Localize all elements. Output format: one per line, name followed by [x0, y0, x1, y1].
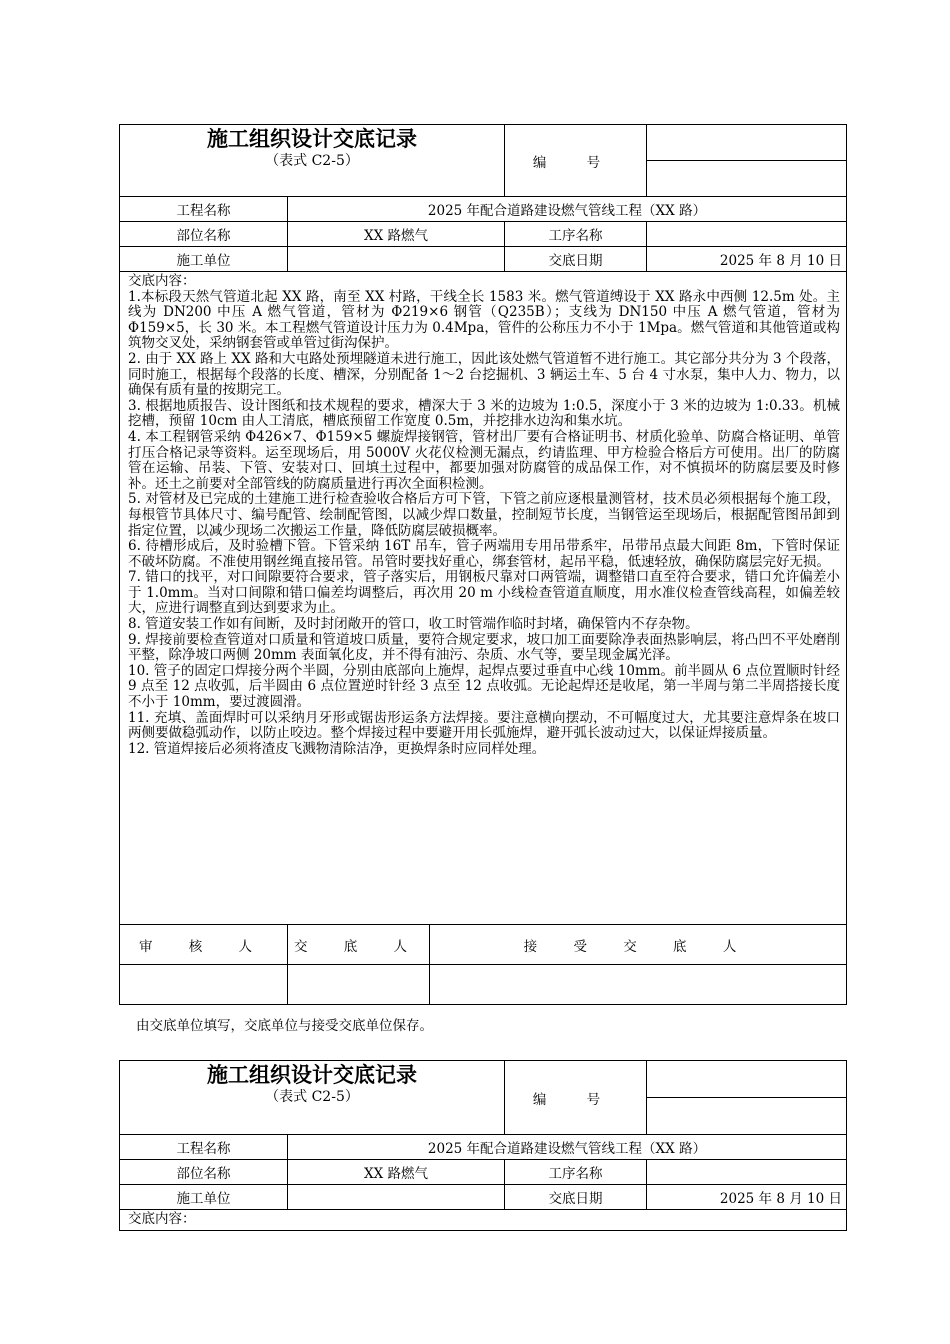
discloser-label: 交 底 人 — [288, 925, 430, 965]
content-item: 9. 焊接前要检查管道对口质量和管道坡口质量，要符合规定要求，坡口加工面要除净表面热影响层，将凸凹不平处磨削平整，除净坡口两侧 20mm 表面氧化皮，并不得有油污、杂质、水气等，要呈现金属光泽。 — [128, 631, 840, 664]
number-field-1[interactable] — [647, 125, 847, 161]
form-subtitle: （表式 C2-5） — [265, 153, 359, 169]
disclosure-date-value[interactable]: 2025 年 8 月 10 日 — [647, 1185, 847, 1210]
footnote: 由交底单位填写，交底单位与接受交底单位保存。 — [136, 1018, 433, 1034]
construction-unit-value[interactable] — [288, 247, 505, 272]
disclosure-date-value[interactable]: 2025 年 8 月 10 日 — [647, 247, 847, 272]
disclosure-content[interactable] — [120, 1210, 847, 1231]
number-field-2[interactable] — [647, 161, 847, 197]
content-item: 2. 由于 XX 路上 XX 路和大屯路处预埋隧道未进行施工，因此该处燃气管道暂不进行施工。其它部分共分为 3 个段落，同时施工，根据每个段落的长度、槽深，分别配备 1～2 台挖掘机、3 辆运土车、5 台 4 寸水泵，集中人力、物力，以确保有质有量的按期完工。 — [128, 350, 840, 399]
content-item: 6. 待槽形成后，及时验槽下管。下管采纳 16T 吊车，管子两端用专用吊带系牢，吊带吊点最大间距 8m，下管时保证不破坏防腐。不准使用钢丝绳直接吊管。吊管时要找好重心，绑套管材，起吊平稳，低速轻放，确保防腐层完好无损。 — [128, 538, 840, 570]
disclosure-content[interactable] — [120, 272, 847, 925]
part-name-value[interactable]: XX 路燃气 — [288, 1160, 505, 1185]
process-name-value[interactable] — [647, 1160, 847, 1185]
disclosure-form-2 — [119, 1060, 847, 1231]
number-field-2[interactable] — [647, 1098, 847, 1135]
content-item: 8. 管道安装工作如有间断，及时封闭敞开的管口，收工时管端作临时封堵，确保管内不存杂物。 — [128, 616, 699, 633]
form-title: 施工组织设计交底记录 — [207, 126, 417, 151]
number-label: 编 号 — [505, 125, 647, 197]
content-item: 3. 根据地质报告、设计图纸和技术规程的要求，槽深大于 3 米的边坡为 1:0.5，深度小于 3 米的边坡为 1:0.33。机械挖槽，预留 10cm 由人工清底，槽底预留工作宽度 0.5m，并挖排水边沟和集水坑。 — [128, 397, 840, 430]
content-item: 12. 管道焊接后必须将渣皮飞溅物清除洁净，更换焊条时应同样处理。 — [128, 740, 546, 757]
content-item: 7. 错口的找平，对口间隙要符合要求，管子落实后，用钢板尺靠对口两管端，调整错口直至符合要求，错口允许偏差小于 1.0mm。当对口间隙和错口偏差均调整后，再次用 20 m 小线检查管道直顺度，用水准仪检查管线高程，如偏差较大，应进行调整直到达到要求为止。 — [128, 569, 840, 617]
content-item: 5. 对管材及已完成的土建施工进行检查验收合格后方可下管，下管之前应逐根量测管材，技术员必须根据每个施工段，每根管节具体尺寸、编号配管、绘制配管图，以减少焊口数量，控制短节长度，当钢管运至现场后，根据配管图吊卸到指定位置，以减少现场二次搬运工作量，降低防腐层破损概率。 — [128, 491, 840, 539]
content-item: 4. 本工程钢管采纳 Φ426×7、Φ159×5 螺旋焊接钢管，管材出厂要有合格证明书、材质化验单、防腐合格证明、单管打压合格记录等资料。运至现场后，用 5000V 火花仪检测无漏点，约请监理、甲方检验合格后方可使用。出厂的防腐管在运输、吊装、下管、安装对口、回填土过程中，都要加强对防腐管的成品保工作，对不慎损坏的防腐层要及时修补。还土之前要对全部管线的防腐质量进行再次全面积检测。 — [128, 428, 840, 492]
disclosure-form-1 — [119, 124, 847, 1005]
form-title-cell — [120, 1061, 505, 1135]
part-name-label: 部位名称 — [120, 1160, 288, 1185]
number-field-1[interactable] — [647, 1061, 847, 1098]
construction-unit-value[interactable] — [288, 1185, 505, 1210]
content-label: 交底内容： — [128, 1211, 196, 1227]
project-name-label: 工程名称 — [120, 197, 288, 222]
receiver-label: 接 受 交 底 人 — [430, 925, 847, 965]
project-name-label: 工程名称 — [120, 1135, 288, 1160]
construction-unit-label: 施工单位 — [120, 1185, 288, 1210]
construction-unit-label: 施工单位 — [120, 247, 288, 272]
reviewer-signature[interactable] — [120, 965, 288, 1005]
process-name-label: 工序名称 — [505, 1160, 647, 1185]
project-name-value[interactable]: 2025 年配合道路建设燃气管线工程（XX 路） — [288, 197, 847, 222]
receiver-signature[interactable] — [430, 965, 847, 1005]
form-title-cell — [120, 125, 505, 197]
content-item: 10. 管子的固定口焊接分两个半圆，分别由底部向上施焊，起焊点要过垂直中心线 10mm。前半圆从 6 点位置顺时针经 9 点至 12 点收弧，后半圆由 6 点位置逆时针经 3 点至 12 点收弧。无论起焊还是收尾，第一半周与第二半周搭接长度不小于 10mm，要过渡圆滑。 — [128, 662, 840, 711]
discloser-signature[interactable] — [288, 965, 430, 1005]
part-name-label: 部位名称 — [120, 222, 288, 247]
content-label: 交底内容： — [128, 273, 196, 289]
number-label: 编 号 — [505, 1061, 647, 1135]
content-item: 1.本标段天然气管道北起 XX 路，南至 XX 村路，干线全长 1583 米。燃气管道缚设于 XX 路永中西侧 12.5m 处。主线为 DN200 中压 A 燃气管道，管材为 Φ219×6 钢管（Q235B）；支线为 DN150 中压 A 燃气管道，管材为 Φ159×5，长 30 米。本工程燃气管道设计压力为 0.4Mpa，管件的公称压力不小于 1Mpa。燃气管道和其他管道或构筑物交叉处，采纳钢套管或单管过街沟保护。 — [128, 288, 840, 352]
form-subtitle: （表式 C2-5） — [265, 1089, 359, 1105]
content-item: 11. 充填、盖面焊时可以采纳月牙形或锯齿形运条方法焊接。要注意横向摆动，不可幅度过大，尤其要注意焊条在坡口两侧要做稳弧动作，以防止咬边。整个焊接过程中要避开用长弧施焊，避开弧长波动过大，以保证焊接质量。 — [128, 709, 840, 742]
disclosure-date-label: 交底日期 — [505, 247, 647, 272]
process-name-label: 工序名称 — [505, 222, 647, 247]
reviewer-label: 审 核 人 — [120, 925, 288, 965]
project-name-value[interactable]: 2025 年配合道路建设燃气管线工程（XX 路） — [288, 1135, 847, 1160]
part-name-value[interactable]: XX 路燃气 — [288, 222, 505, 247]
process-name-value[interactable] — [647, 222, 847, 247]
disclosure-date-label: 交底日期 — [505, 1185, 647, 1210]
form-title: 施工组织设计交底记录 — [207, 1062, 417, 1087]
